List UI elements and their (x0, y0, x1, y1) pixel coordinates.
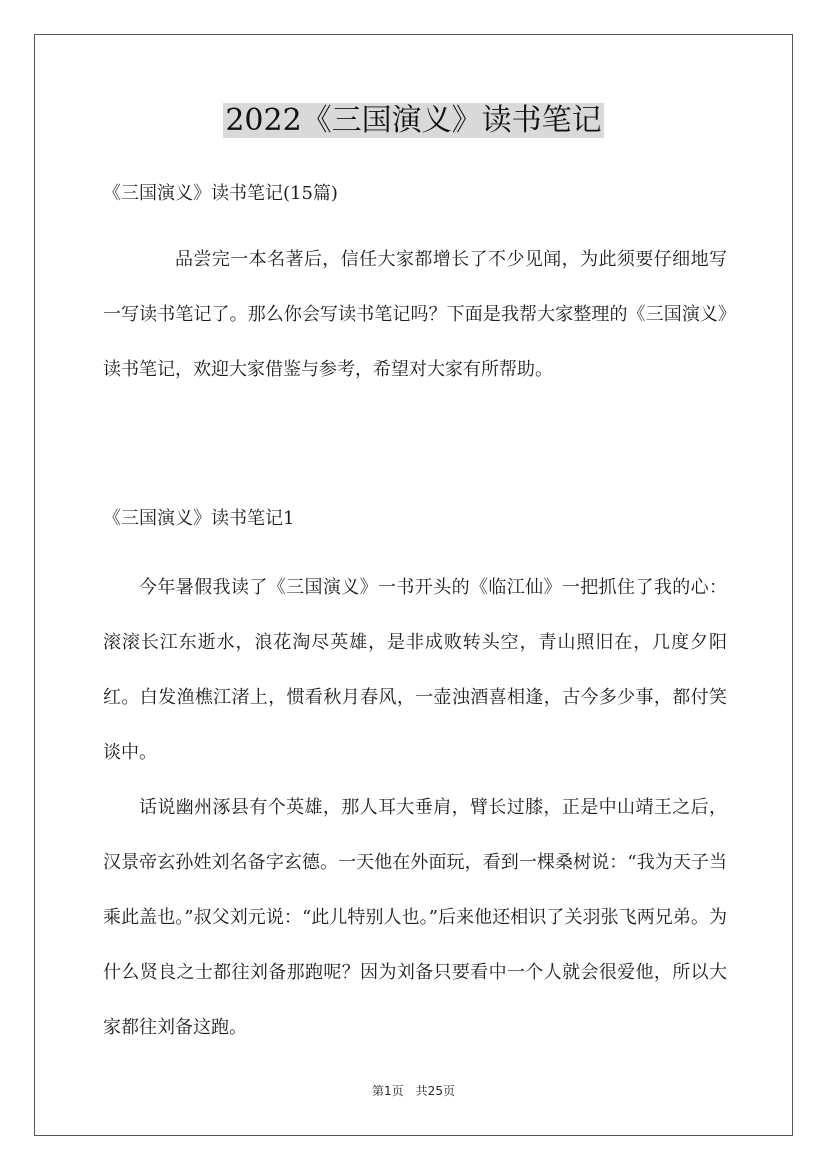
document-title (0, 98, 827, 144)
body-paragraph-1: 今年暑假我读了《三国演义》一书开头的《临江仙》一把抓住了我的心：滚滚长江东逝水，浪花淘尽英雄，是非成败转头空，青山照旧在，几度夕阳红。白发渔樵江渚上，惯看秋月春风，一壶浊酒喜相逢，古今多少事，都付笑谈中。 (103, 577, 727, 763)
document-title-text: 2022《三国演义》读书笔记 (225, 103, 602, 138)
body-paragraph-2: 话说幽州涿县有个英雄，那人耳大垂肩，臂长过膝，正是中山靖王之后，汉景帝玄孙姓刘名备字玄德。一天他在外面玩，看到一棵桑树说：“我为天子当乘此盖也。”叔父刘元说：“此儿特别人也。”后来他还相识了关羽张飞两兄弟。为什么贤良之士都往刘备那跑呢？因为刘备只要看中一个人就会很爱他，所以大家都往刘备这跑。 (103, 797, 727, 1038)
document-subtitle: 《三国演义》读书笔记(15篇) (103, 183, 338, 204)
intro-paragraph: 品尝完一本名著后，信任大家都增长了不少见闻，为此须要仔细地写一写读书笔记了。那么你会写读书笔记吗？下面是我帮大家整理的《三国演义》读书笔记，欢迎大家借鉴与参考，希望对大家有所帮助。 (103, 249, 727, 380)
page-footer: 第1页 共25页 (372, 1084, 455, 1098)
section-heading: 《三国演义》读书笔记1 (103, 508, 295, 529)
